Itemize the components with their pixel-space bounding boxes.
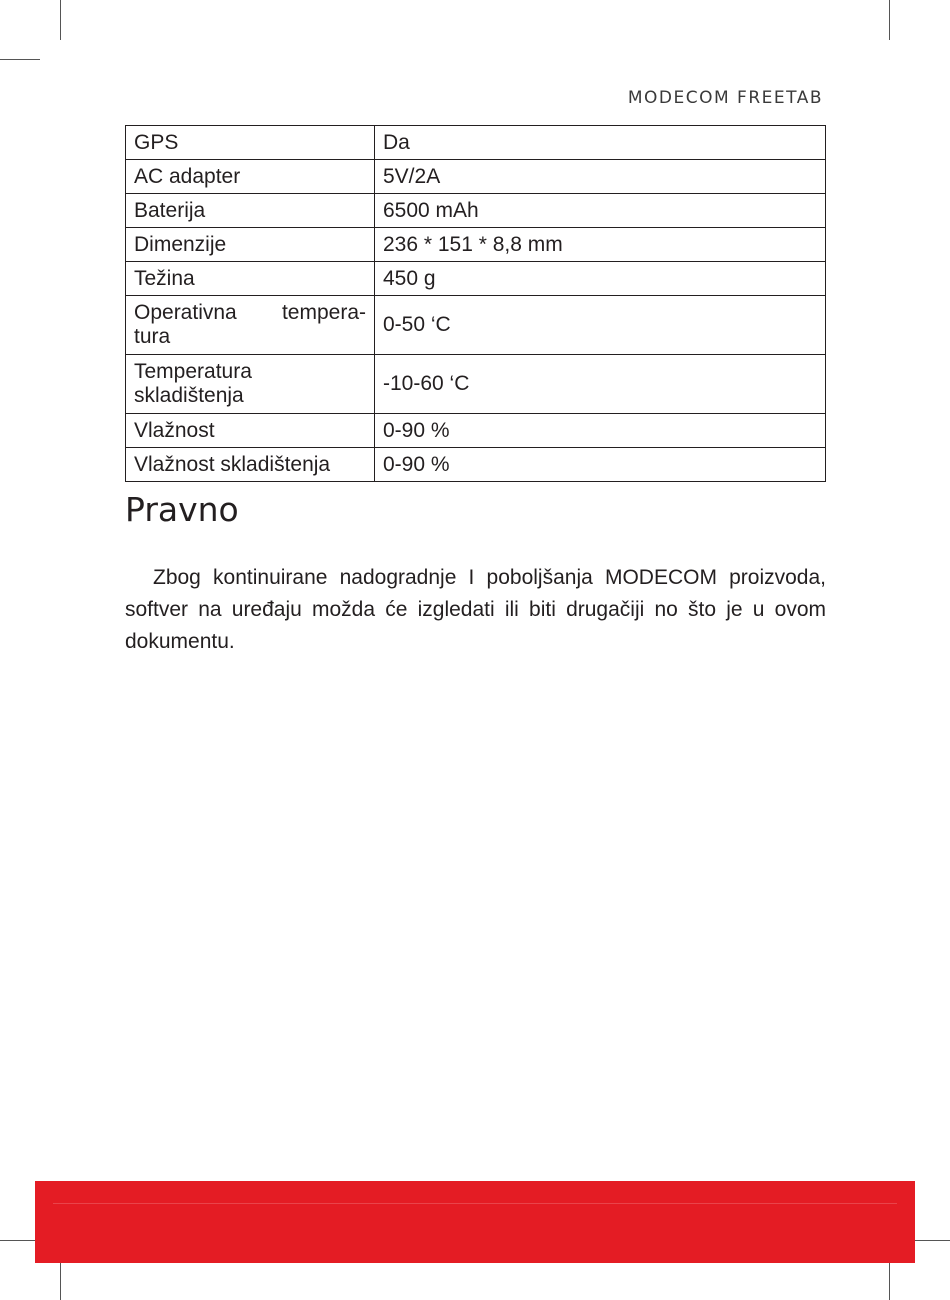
spec-value: 0-90 % [375, 414, 826, 448]
spec-value: 5V/2A [375, 160, 826, 194]
table-row [126, 126, 826, 160]
spec-label: AC adapter [126, 160, 375, 194]
spec-label [126, 355, 375, 414]
crop-mark-bottom-right-h [910, 1240, 950, 1241]
table-row [126, 228, 826, 262]
spec-label-part: Operativna [134, 301, 237, 324]
crop-mark-bottom-left-h [0, 1240, 40, 1241]
spec-label: Težina [126, 262, 375, 296]
specs-table [125, 125, 826, 482]
crop-mark-bottom-right-v [889, 1262, 890, 1300]
spec-label-line-2: tura [134, 325, 171, 348]
spec-value: Da [375, 126, 826, 160]
table-row [126, 296, 826, 355]
spec-label [126, 296, 375, 355]
table-row [126, 448, 826, 482]
table-row [126, 414, 826, 448]
table-row [126, 160, 826, 194]
spec-value: 6500 mAh [375, 194, 826, 228]
crop-mark-top-left-v [60, 0, 61, 40]
table-row [126, 262, 826, 296]
spec-value: -10-60 ‘C [375, 355, 826, 414]
spec-label: Vlažnost skladištenja [126, 448, 375, 482]
footer-divider [53, 1203, 897, 1204]
spec-value: 450 g [375, 262, 826, 296]
spec-label: Dimenzije [126, 228, 375, 262]
crop-mark-top-left-h [0, 59, 40, 60]
spec-value: 236 * 151 * 8,8 mm [375, 228, 826, 262]
spec-label: GPS [126, 126, 375, 160]
spec-label: Baterija [126, 194, 375, 228]
spec-label-line-1: Temperatura [134, 360, 252, 383]
spec-value: 0-90 % [375, 448, 826, 482]
body-paragraph: Zbog kontinuirane nadogradnje I poboljšanja MODECOM proizvoda, softver na uređaju možda će izgledati ili biti drugačiji no što je u ovom dokumentu. [125, 566, 826, 653]
page-number-mark [839, 1207, 871, 1221]
header-brand: MODECOM FREETAB [627, 88, 823, 108]
crop-mark-top-right-v [889, 0, 890, 40]
section-title: Pravno [125, 490, 239, 529]
table-row [126, 355, 826, 414]
spec-label: Vlažnost [126, 414, 375, 448]
spec-label-line-2: skladištenja [134, 384, 244, 407]
table-row [126, 194, 826, 228]
spec-value: 0-50 ‘C [375, 296, 826, 355]
footer-band [35, 1181, 915, 1263]
spec-label-line-1 [134, 301, 366, 325]
crop-mark-bottom-left-v [60, 1262, 61, 1300]
spec-label-part: tempera- [281, 301, 366, 324]
